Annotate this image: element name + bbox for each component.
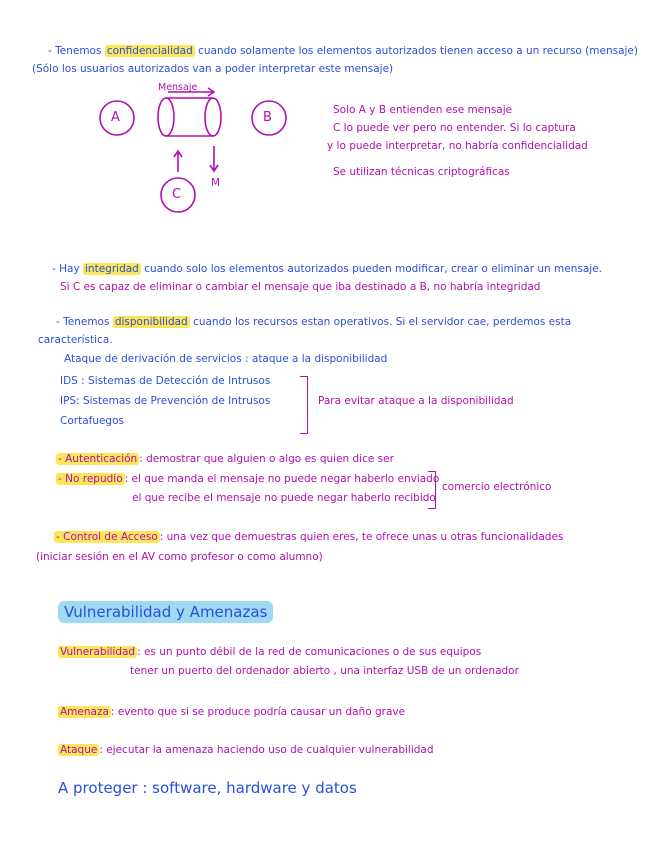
confidentiality-note: (Sólo los usuarios autorizados van a poder interpretar este mensaje): [32, 63, 394, 75]
section-title: [58, 602, 273, 622]
diagram-note-1: Solo A y B entienden ese mensaje: [333, 104, 513, 116]
access-control-example: (iniciar sesión en el AV como profesor o como alumno): [36, 551, 323, 563]
defense-brace-note: Para evitar ataque a la disponibilidad: [318, 395, 514, 407]
ips-line: IPS: Sistemas de Prevención de Intrusos: [60, 395, 271, 407]
attack-line: [58, 743, 434, 757]
availability-note: característica.: [38, 334, 113, 346]
availability-highlight: disponibilidad: [114, 316, 188, 328]
integrity-line: [52, 262, 602, 276]
arrow-down-head: [210, 165, 218, 171]
non-repudiation-line: [56, 472, 439, 486]
confidentiality-text: cuando solamente los elementos autorizados tienen acceso a un recurso (mensaje): [198, 45, 638, 57]
vulnerability-example: tener un puerto del ordenador abierto , una interfaz USB de un ordenador: [130, 665, 519, 677]
non-repudiation-highlight: - No repudio: [58, 473, 123, 485]
commerce-brace: [428, 471, 436, 509]
dash-text: - Tenemos: [56, 316, 110, 328]
vulnerability-highlight: Vulnerabilidad: [60, 646, 136, 658]
vulnerability-text: : es un punto débil de la red de comunicaciones o de sus equipos: [137, 646, 482, 658]
integrity-text: cuando solo los elementos autorizados pueden modificar, crear o eliminar un mensaje.: [144, 263, 602, 275]
firewall-line: Cortafuegos: [60, 415, 124, 427]
node-a-label: A: [111, 110, 120, 125]
node-b-label: B: [263, 110, 272, 125]
non-repudiation-text-2: el que recibe el mensaje no puede negar haberlo recibido: [132, 492, 436, 504]
access-control-line: [54, 530, 563, 544]
availability-line: [56, 315, 571, 329]
confidentiality-line: [48, 44, 638, 58]
access-control-text: : una vez que demuestras quien eres, te ofrece unas u otras funcionalidades: [159, 531, 564, 543]
confidentiality-highlight: confidencialidad: [106, 45, 193, 57]
section-title-text: Vulnerabilidad y Amenazas: [58, 601, 273, 623]
integrity-note: Si C es capaz de eliminar o cambiar el mensaje que iba destinado a B, no habría integridad: [60, 281, 541, 293]
threat-text: : evento que si se produce podría causar un daño grave: [110, 706, 406, 718]
message-label: Mensaje: [158, 82, 198, 93]
vulnerability-line: [58, 645, 481, 659]
node-c-label: C: [172, 187, 182, 202]
arrow-right-head: [208, 88, 214, 96]
integrity-highlight: integridad: [85, 263, 139, 275]
defense-brace: [300, 376, 308, 434]
diagram-note-4: Se utilizan técnicas criptográficas: [333, 166, 510, 178]
authentication-highlight: - Autenticación: [58, 453, 138, 465]
diagram-note-2: C lo puede ver pero no entender. Si lo captura: [333, 122, 576, 134]
authentication-line: [56, 452, 394, 466]
attack-highlight: Ataque: [60, 744, 98, 756]
threat-line: [58, 705, 405, 719]
cylinder-left: [158, 98, 174, 136]
dash-text: - Tenemos: [48, 45, 102, 57]
authentication-text: : demostrar que alguien o algo es quien dice ser: [139, 453, 394, 465]
availability-text: cuando los recursos estan operativos. Si el servidor cae, perdemos esta: [193, 316, 572, 328]
node-m-label: M: [211, 177, 221, 189]
diagram-note-3: y lo puede interpretar, no habría confidencialidad: [327, 140, 588, 152]
threat-highlight: Amenaza: [60, 706, 109, 718]
arrow-up-head: [174, 151, 182, 157]
non-repudiation-text-1: : el que manda el mensaje no puede negar haberlo enviado: [124, 473, 440, 485]
commerce-note: comercio electrónico: [442, 481, 552, 493]
cylinder-right: [205, 98, 221, 136]
attack-text: : ejecutar la amenaza haciendo uso de cualquier vulnerabilidad: [99, 744, 434, 756]
dash-text: - Hay: [52, 263, 80, 275]
dos-attack-line: Ataque de derivación de servicios : ataque a la disponibilidad: [64, 353, 388, 365]
access-control-highlight: - Control de Acceso: [56, 531, 158, 543]
protect-line: A proteger : software, hardware y datos: [58, 779, 357, 797]
ids-line: IDS : Sistemas de Detección de Intrusos: [60, 375, 271, 387]
